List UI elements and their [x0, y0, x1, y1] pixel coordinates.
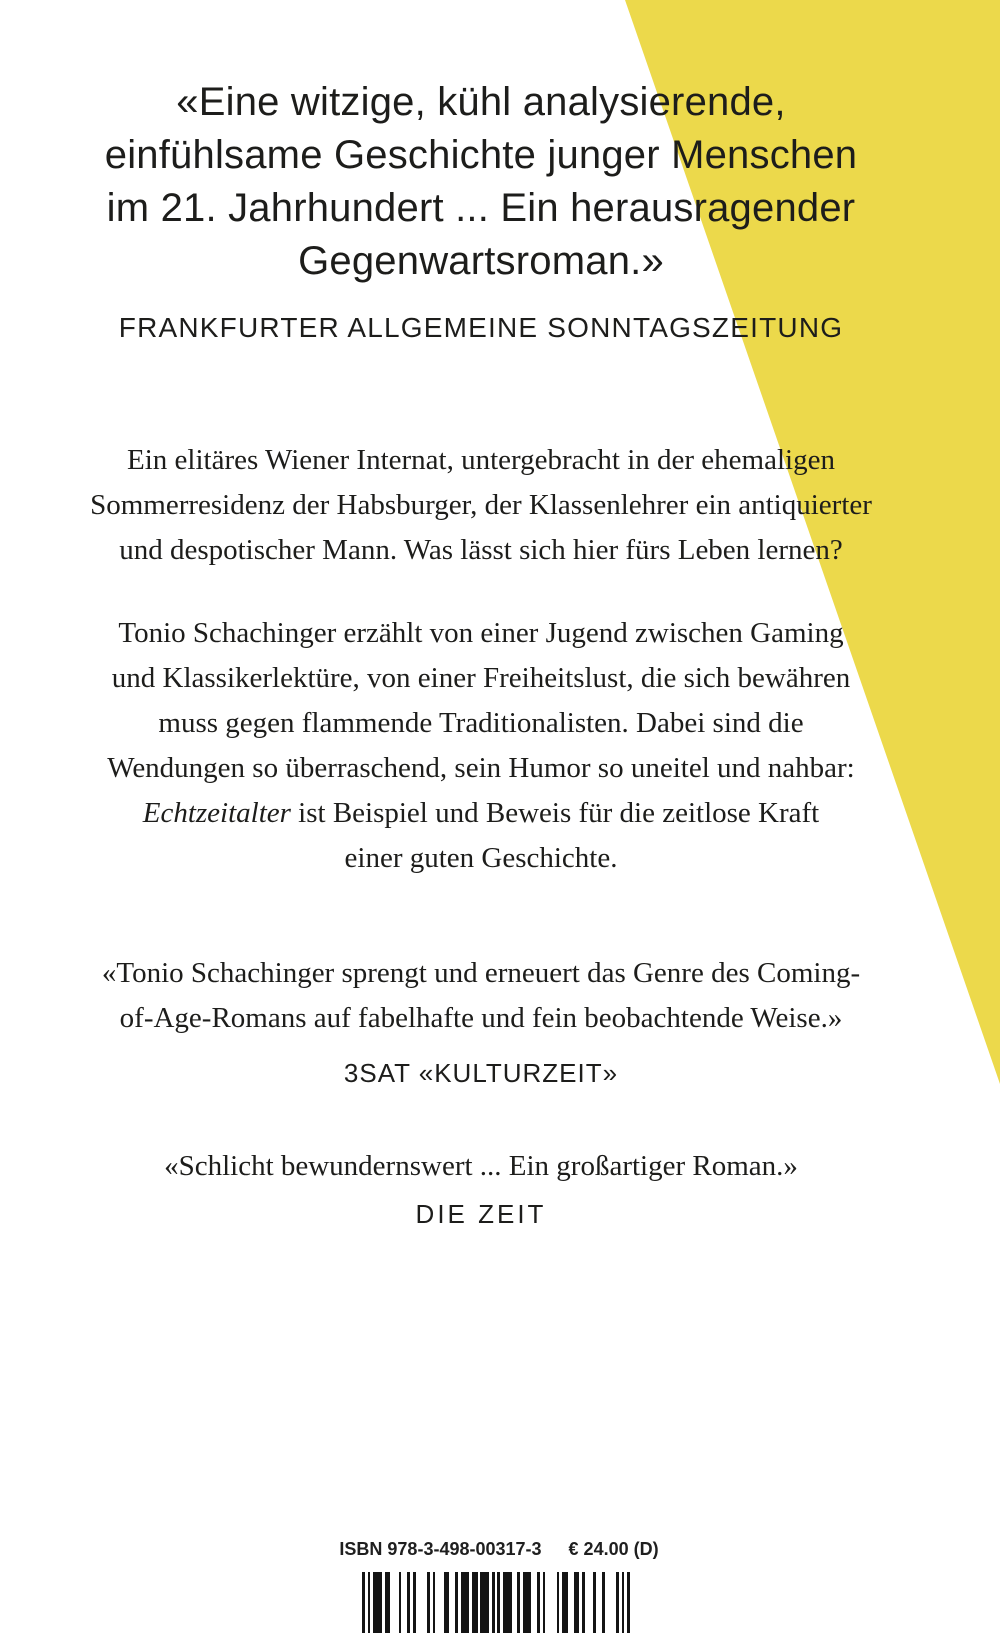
top-quote-line: Gegenwartsroman.»	[298, 239, 664, 283]
synopsis-paragraph-1	[0, 438, 962, 573]
quote-3sat	[0, 951, 962, 1041]
synopsis-paragraph-2-line: Wendungen so überraschend, sein Humor so uneitel und nahbar:	[107, 752, 855, 784]
synopsis-paragraph-2-line: Tonio Schachinger erzählt von einer Jugend zwischen Gaming	[118, 617, 844, 649]
top-quote-line: «Eine witzige, kühl analysierende,	[176, 80, 786, 124]
synopsis-paragraph-1-line: Ein elitäres Wiener Internat, untergebracht in der ehemaligen	[127, 444, 835, 476]
synopsis-paragraph-2-line: Echtzeitalter ist Beispiel und Beweis für die zeitlose Kraft	[142, 797, 820, 829]
synopsis-paragraph-2	[0, 611, 962, 881]
top-quote-line: im 21. Jahrhundert ... Ein herausragender	[106, 186, 856, 230]
attribution-faz: FRANKFURTER ALLGEMEINE SONNTAGSZEITUNG	[118, 312, 844, 343]
synopsis-paragraph-2-line: muss gegen flammende Traditionalisten. Dabei sind die	[158, 707, 804, 739]
isbn-price-row	[299, 1539, 699, 1560]
synopsis-paragraph-2-line: einer guten Geschichte.	[344, 842, 618, 874]
isbn-text: ISBN 978-3-498-00317-3	[339, 1539, 542, 1559]
top-quote-line: einfühlsame Geschichte junger Menschen	[104, 133, 858, 177]
quote-die-zeit	[0, 1144, 962, 1189]
quote-3sat-line: «Tonio Schachinger sprengt und erneuert das Genre des Coming-	[101, 957, 861, 989]
attribution-3sat: 3SAT «KULTURZEIT»	[343, 1058, 619, 1088]
quote-3sat-line: of-Age-Romans auf fabelhafte und fein beobachtende Weise.»	[119, 1002, 843, 1034]
price-text: € 24.00 (D)	[568, 1539, 659, 1559]
ean-barcode	[362, 1572, 630, 1633]
attribution-die-zeit: DIE ZEIT	[415, 1199, 547, 1229]
synopsis-paragraph-2-line: und Klassikerlektüre, von einer Freiheitslust, die sich bewähren	[111, 662, 851, 694]
synopsis-paragraph-1-line: Sommerresidenz der Habsburger, der Klassenlehrer ein antiquierter	[90, 489, 872, 521]
quote-die-zeit-line: «Schlicht bewundernswert ... Ein großartiger Roman.»	[164, 1150, 798, 1182]
top-quote	[0, 76, 962, 288]
synopsis-paragraph-1-line: und despotischer Mann. Was lässt sich hier fürs Leben lernen?	[119, 534, 843, 566]
